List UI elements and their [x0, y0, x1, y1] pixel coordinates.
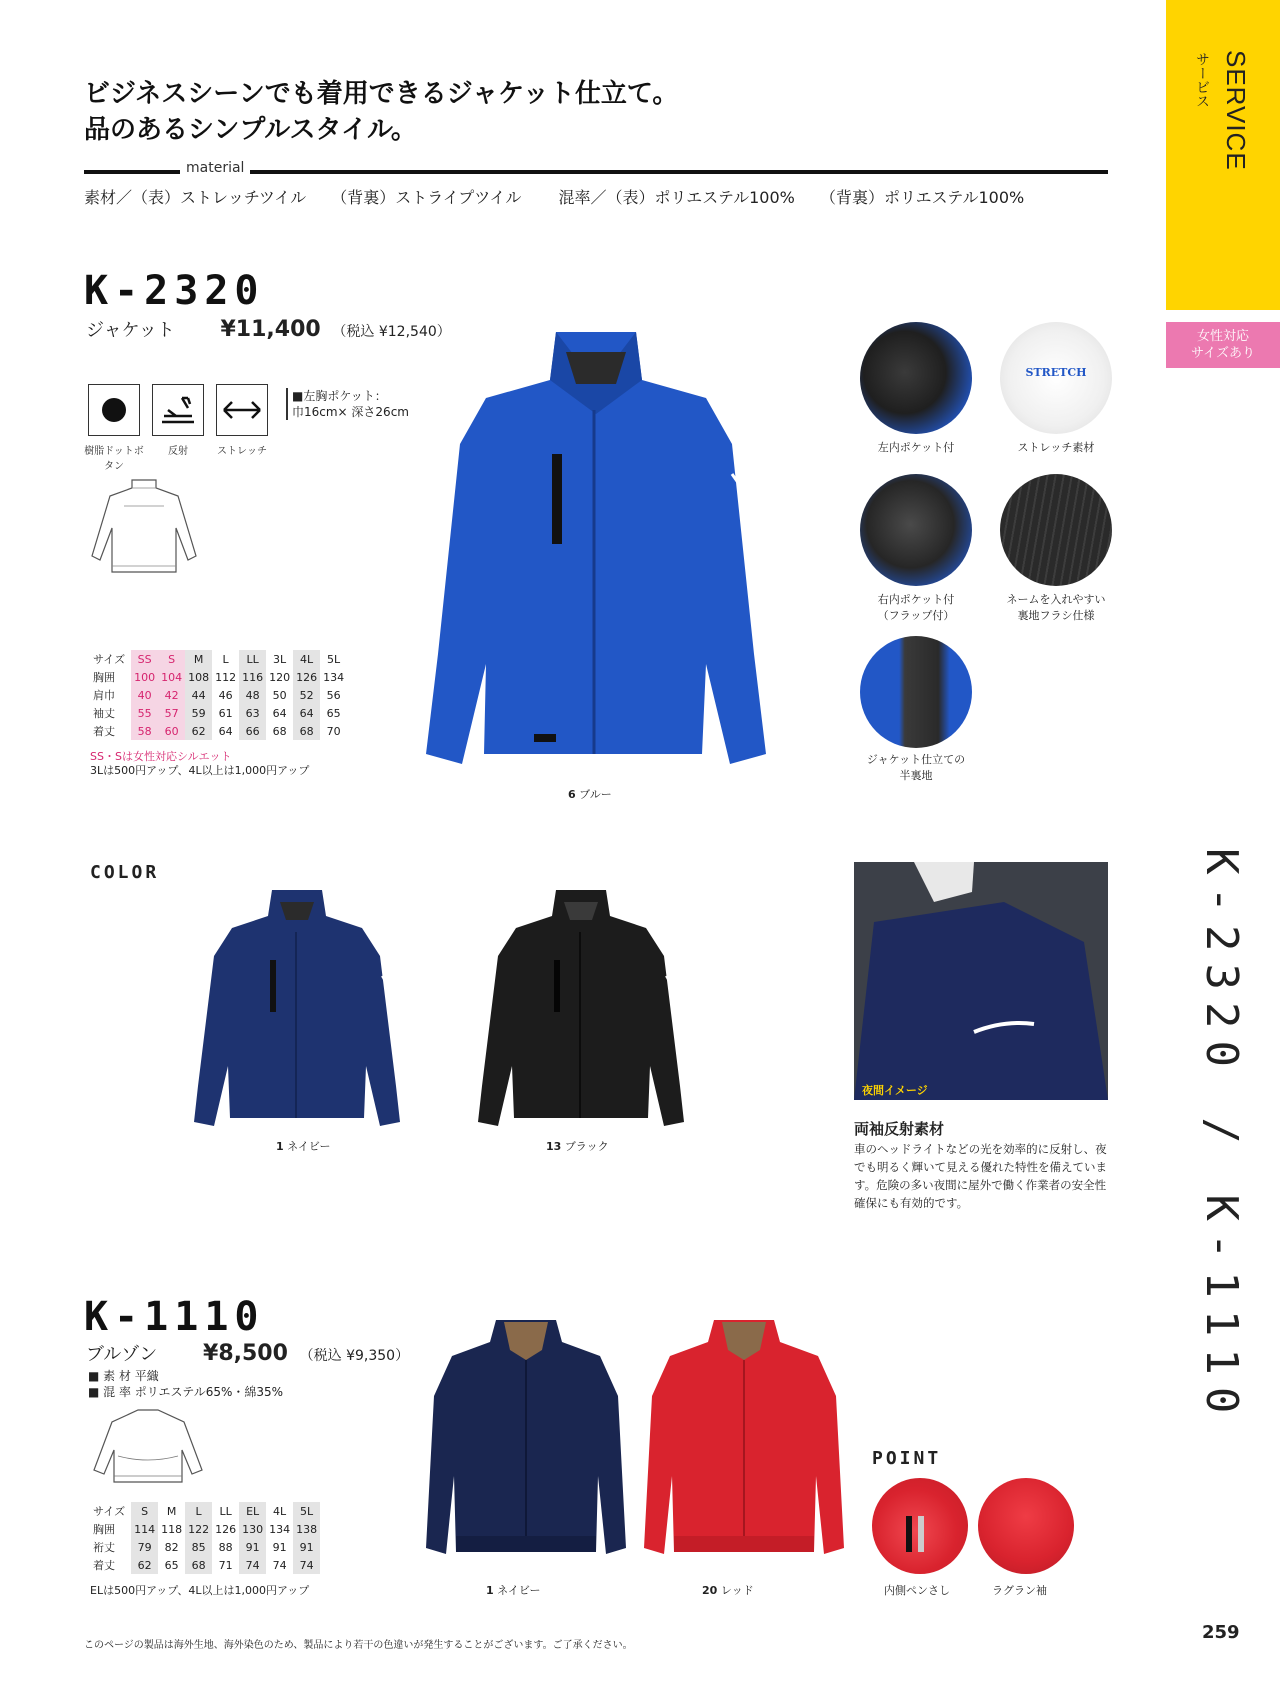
k1110-name: ブルゾン [86, 1344, 158, 1365]
feature-icon-1 [88, 384, 140, 436]
size-cell: 79 [131, 1538, 158, 1556]
size-cell: 肩巾 [93, 689, 115, 702]
feature-icon-2 [152, 384, 204, 436]
size-cell: SS [131, 650, 158, 668]
size-cell: 4L [293, 650, 320, 668]
size-cell: 114 [131, 1520, 158, 1538]
color-number: 20 [702, 1584, 718, 1597]
size-cell: 57 [158, 704, 185, 722]
size-cell: 裄丈 [93, 1541, 115, 1554]
detail-half-lining [860, 636, 972, 748]
size-cell: 65 [164, 1558, 179, 1572]
color-name: ブルー [579, 788, 612, 801]
women-silhouette-note: SS・Sは女性対応シルエット [90, 750, 232, 763]
size-row [90, 722, 347, 740]
size-cell: 134 [323, 670, 345, 684]
size-cell: 44 [185, 686, 212, 704]
k1110-tax-price: （税込 ¥9,350） [299, 1348, 410, 1364]
size-cell: 130 [239, 1520, 266, 1538]
pocket-note [286, 388, 409, 420]
size-cell: 42 [158, 686, 185, 704]
material-item: 混率／（表）ポリエステル100% [558, 188, 795, 207]
k2320-name: ジャケット [86, 320, 175, 341]
detail-caption [846, 752, 986, 784]
size-cell: 68 [293, 722, 320, 740]
size-cell: 116 [239, 668, 266, 686]
size-cell: 71 [218, 1558, 233, 1572]
point-caption: ラグラン袖 [992, 1584, 1047, 1597]
reflect-title: 両袖反射素材 [854, 1120, 945, 1138]
k1110-spec-line: ■ 素 材 平織 [88, 1369, 159, 1383]
size-cell: 5L [327, 652, 341, 666]
size-cell: 65 [326, 706, 341, 720]
color-section-title: COLOR [90, 862, 160, 883]
color-name: レッド [720, 1584, 754, 1597]
size-cell: M [185, 650, 212, 668]
detail-caption [846, 440, 986, 456]
color-name: ネイビー [287, 1140, 331, 1153]
size-cell: サイズ [93, 653, 126, 666]
size-cell: 82 [164, 1540, 179, 1554]
size-header-row [90, 650, 347, 668]
k1110-navy-jacket-image [420, 1316, 632, 1570]
detail-caption-line: 半裏地 [899, 769, 933, 782]
women-size-line-2: サイズあり [1191, 346, 1255, 361]
color-name: ブラック [564, 1140, 609, 1153]
footnote: このページの製品は海外生地、海外染色のため、製品により若干の色違いが発生することがございます。ご了承ください。 [84, 1640, 633, 1651]
headline [84, 76, 678, 148]
detail-left-inner-pocket [860, 322, 972, 434]
side-model-label: K-2320 / K-1110 [1196, 848, 1247, 1426]
k2320-main-jacket-image [406, 324, 786, 784]
size-cell: 64 [272, 706, 287, 720]
size-cell: S [158, 650, 185, 668]
women-size-line-1: 女性対応 [1196, 329, 1249, 344]
k1110-red-jacket-image [638, 1316, 850, 1570]
detail-caption-line: 裏地フラシ仕様 [1017, 609, 1095, 622]
size-cell: 59 [185, 704, 212, 722]
k2320-tax-price: （税込 ¥12,540） [332, 324, 451, 340]
k1110-back-sketch [88, 1406, 208, 1486]
point-pen-pocket [872, 1478, 968, 1574]
size-cell: 74 [293, 1556, 320, 1574]
size-cell: 122 [185, 1520, 212, 1538]
size-cell: M [166, 1504, 177, 1518]
size-cell: 91 [239, 1538, 266, 1556]
size-row [90, 704, 347, 722]
k1110-spec [88, 1368, 283, 1400]
size-cell: 66 [239, 722, 266, 740]
size-row [90, 668, 347, 686]
size-cell: 91 [272, 1540, 287, 1554]
detail-caption [986, 592, 1126, 624]
size-cell: L [185, 1502, 212, 1520]
k1110-navy-caption [486, 1582, 541, 1598]
size-cell: 4L [273, 1504, 287, 1518]
size-cell: 74 [239, 1556, 266, 1574]
headline-line-2: 品のあるシンプルスタイル。 [84, 115, 417, 145]
size-cell: 120 [269, 670, 291, 684]
size-cell: 88 [218, 1540, 233, 1554]
feature-icon-3 [216, 384, 268, 436]
size-cell: 着丈 [93, 1559, 115, 1572]
point-caption: 内側ペンさし [884, 1584, 950, 1597]
color-name: ネイビー [497, 1584, 541, 1597]
service-tab-ja: サービス [1194, 52, 1210, 108]
k1110-red-caption [702, 1582, 754, 1598]
color-number: 1 [486, 1584, 494, 1597]
size-cell: 74 [272, 1558, 287, 1572]
k1110-spec-line: ■ 混 率 ポリエステル65%・綿35% [88, 1385, 284, 1399]
k2320-model-number: K-2320 [84, 268, 265, 314]
size-cell: 68 [185, 1556, 212, 1574]
reflect-body: 車のヘッドライトなどの光を効率的に反射し、夜でも明るく輝いて見える優れた特性を備えています。危険の多い夜間に屋外で働く作業者の安全性確保にも有効的です。 [854, 1142, 1107, 1210]
women-size-badge [1166, 322, 1280, 368]
detail-name-lining [1000, 474, 1112, 586]
size-row [90, 1538, 320, 1556]
size-cell: LL [239, 650, 266, 668]
headline-line-1: ビジネスシーンでも着用できるジャケット仕立て。 [84, 79, 679, 109]
black-caption [546, 1138, 609, 1154]
material-item: 素材／（表）ストレッチツイル [84, 188, 307, 207]
size-cell: 63 [239, 704, 266, 722]
size-cell: EL [239, 1502, 266, 1520]
k1110-size-table [90, 1502, 320, 1574]
size-cell: 袖丈 [93, 707, 115, 720]
service-tab [1166, 0, 1280, 310]
size-header-row [90, 1502, 320, 1520]
size-cell: 3L [273, 652, 287, 666]
size-cell: L [222, 652, 229, 666]
size-cell: 55 [131, 704, 158, 722]
pocket-note-line: 巾16cm× 深さ26cm [292, 405, 409, 419]
detail-caption-line: 左内ポケット付 [877, 441, 955, 454]
k2320-price-note: 3Lは500円アップ、4L以上は1,000円アップ [90, 764, 310, 777]
size-cell: 60 [158, 722, 185, 740]
size-cell: 112 [215, 670, 237, 684]
k1110-price-note: ELは500円アップ、4L以上は1,000円アップ [90, 1584, 310, 1597]
k1110-price: ¥8,500 [203, 1341, 288, 1366]
size-cell: 126 [215, 1522, 237, 1536]
size-cell: サイズ [93, 1505, 126, 1518]
size-cell: S [131, 1502, 158, 1520]
button-dot-icon [88, 384, 140, 436]
size-cell: 着丈 [93, 725, 115, 738]
size-cell: 91 [293, 1538, 320, 1556]
size-cell: 62 [185, 722, 212, 740]
detail-caption-line: ジャケット仕立ての [866, 753, 966, 766]
stretch-badge: STRETCH [1025, 366, 1087, 379]
size-cell: 胸囲 [93, 671, 115, 684]
color-number: 1 [276, 1140, 284, 1153]
reflector-icon [152, 384, 204, 436]
size-cell: 70 [326, 724, 341, 738]
k2320-main-caption [568, 786, 612, 802]
size-cell: 64 [218, 724, 233, 738]
k2320-navy-jacket-image [186, 886, 408, 1132]
detail-caption [986, 440, 1126, 456]
detail-caption-line: ストレッチ素材 [1017, 441, 1095, 454]
size-cell: 118 [161, 1522, 183, 1536]
feature-label: ストレッチ [217, 446, 267, 457]
size-cell: 52 [293, 686, 320, 704]
size-cell: 46 [218, 688, 233, 702]
night-image-label: 夜間イメージ [862, 1084, 928, 1097]
k2320-product-line [86, 316, 451, 342]
k2320-back-sketch [84, 476, 204, 578]
material-item: （背裏）ストライプツイル [331, 188, 522, 207]
material-text [84, 185, 1044, 208]
size-cell: 58 [131, 722, 158, 740]
size-cell: LL [219, 1504, 232, 1518]
size-row [90, 1556, 320, 1574]
size-cell: 40 [131, 686, 158, 704]
size-cell: 108 [185, 668, 212, 686]
size-cell: 胸囲 [93, 1523, 115, 1536]
night-reflect-photo [854, 862, 1108, 1100]
k2320-size-table [90, 650, 347, 740]
size-cell: 5L [293, 1502, 320, 1520]
detail-stretch [1000, 322, 1112, 434]
detail-caption-line: 右内ポケット付 [877, 593, 955, 606]
point-raglan-sleeve [978, 1478, 1074, 1574]
point-title: POINT [872, 1448, 942, 1469]
size-cell: 134 [269, 1522, 291, 1536]
pocket-note-line: ■左胸ポケット： [292, 389, 387, 403]
detail-caption-line: ネームを入れやすい [1006, 593, 1106, 606]
feature-label: 樹脂ドットボタン [84, 446, 144, 472]
k1110-product-line [86, 1340, 409, 1366]
stretch-icon [216, 384, 268, 436]
k1110-model-number: K-1110 [84, 1294, 265, 1340]
size-row [90, 686, 347, 704]
navy-caption [276, 1138, 331, 1154]
size-cell: 56 [326, 688, 341, 702]
detail-caption-line: （フラップ付） [877, 609, 955, 622]
color-number: 13 [546, 1140, 562, 1153]
size-cell: 85 [185, 1538, 212, 1556]
size-cell: 126 [293, 668, 320, 686]
size-cell: 64 [293, 704, 320, 722]
size-cell: 62 [131, 1556, 158, 1574]
k2320-price: ¥11,400 [220, 317, 321, 342]
feature-label: 反射 [168, 446, 188, 457]
service-tab-en: SERVICE [1221, 50, 1251, 171]
size-cell: 50 [272, 688, 287, 702]
size-cell: 61 [218, 706, 233, 720]
size-cell: 138 [293, 1520, 320, 1538]
detail-caption [846, 592, 986, 624]
material-item: （背裏）ポリエステル100% [819, 188, 1025, 207]
color-number: 6 [568, 788, 576, 801]
size-row [90, 1520, 320, 1538]
size-cell: 48 [239, 686, 266, 704]
material-label: material [180, 160, 250, 176]
k2320-black-jacket-image [470, 886, 692, 1132]
size-cell: 104 [158, 668, 185, 686]
detail-right-inner-pocket [860, 474, 972, 586]
size-cell: 100 [131, 668, 158, 686]
size-cell: 68 [272, 724, 287, 738]
page-number: 259 [1202, 1622, 1240, 1643]
